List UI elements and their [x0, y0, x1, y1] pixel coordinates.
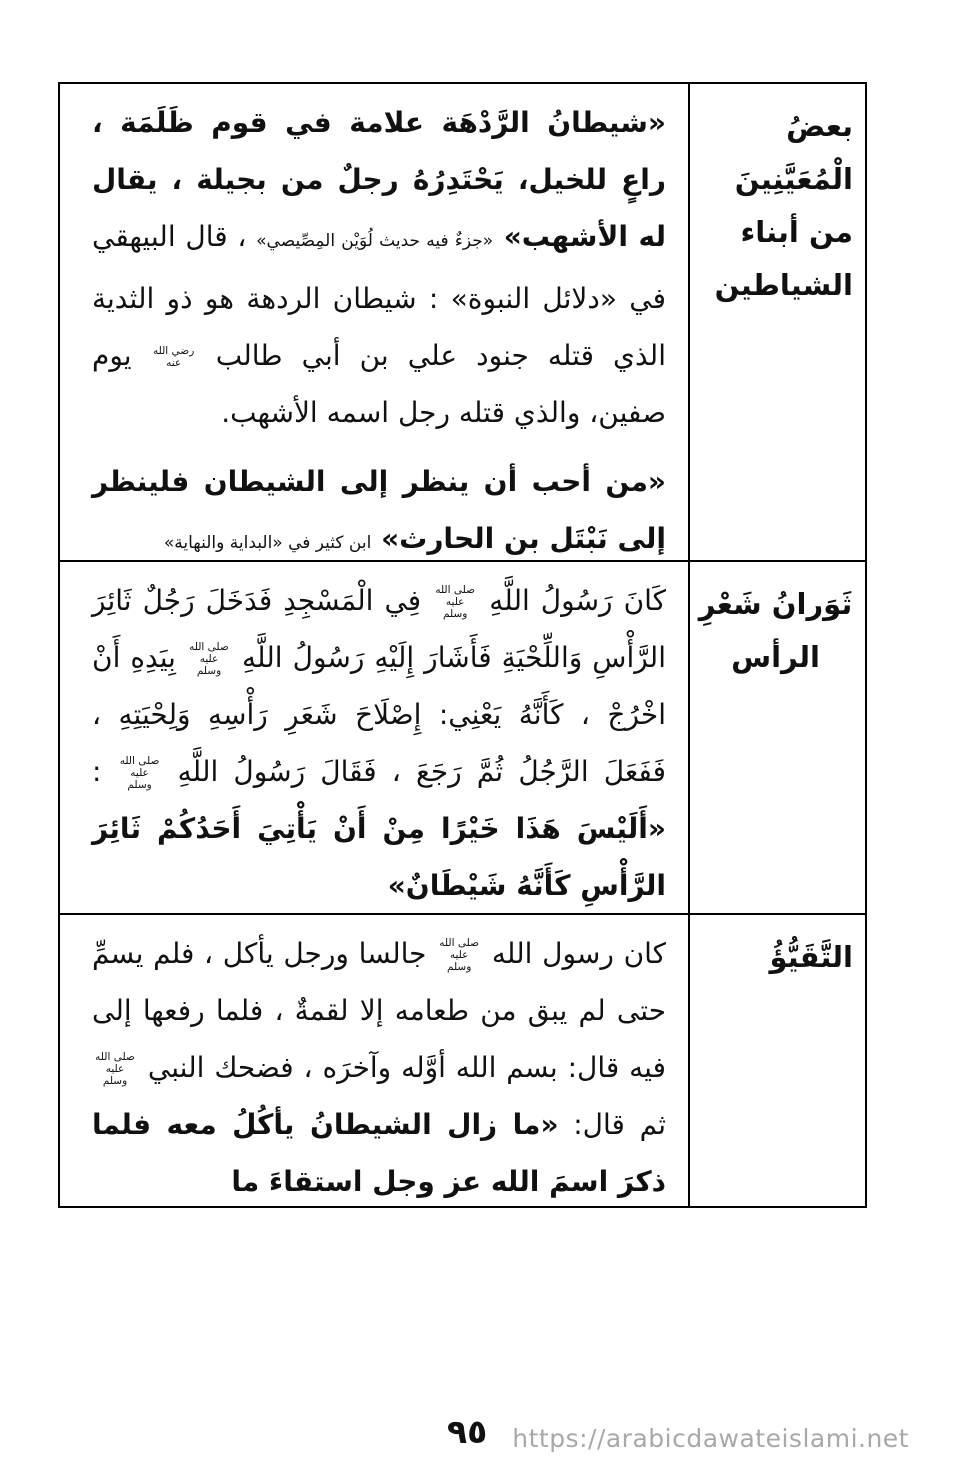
sallallahu-alayhi-wasallam-mark: صلى الله عليه وسلم: [189, 640, 229, 678]
hadith-paragraph: [92, 94, 666, 441]
hadith-quote-text: «شيطانُ الرَّدْهَة علامة في قوم ظَلَمَة ، راعٍ للخيل، يَحْتَدِرُهُ رجلٌ من بجيلة ، يقال له الأشهب»: [92, 106, 666, 253]
topic-header-text: ثَوَرانُ شَعْرِ الرأس: [698, 587, 853, 674]
hadith-quote-text: «ما زال الشيطانُ يأكُلُ معه فلما ذكرَ اسمَ الله عز وجل استقاءَ ما: [92, 1108, 666, 1198]
hadith-narration-text: جالسا ورجل يأكل ، فلم يسمِّ حتى لم يبق من طعامه إلا لقمةٌ ، فلما رفعها إلى فيه قال: بسم الله أوَّله وآخرَه ، فضحك النبي: [92, 937, 666, 1084]
citation-text: ابن كثير في «البداية والنهاية»: [163, 533, 372, 553]
hadith-narration-text: :: [92, 755, 117, 788]
sallallahu-alayhi-wasallam-mark: صلى الله عليه وسلم: [435, 583, 476, 621]
hadith-body-cell: [60, 915, 688, 1206]
topic-header-text: بعضُ الْمُعَيَّنِينَ من أبناء الشياطين: [714, 109, 853, 302]
hadith-narration-text: كَانَ رَسُولُ اللَّهِ: [478, 584, 666, 617]
hadith-quote-text: «من أحب أن ينظر إلى الشيطان فلينظر إلى نَبْتَل بن الحارث»: [92, 465, 666, 555]
sallallahu-alayhi-wasallam-mark: صلى الله عليه وسلم: [439, 936, 479, 974]
hadith-paragraph: [92, 453, 666, 560]
table-row: [60, 560, 865, 913]
hadith-narration-text: ثم قال:: [558, 1108, 666, 1141]
sallallahu-alayhi-wasallam-mark: صلى الله عليه وسلم: [119, 754, 160, 792]
table-row: [60, 84, 865, 560]
table-row: [60, 913, 865, 1206]
hadith-narration-text: بِيَدِهِ أَنْ اخْرُجْ ، كَأَنَّهُ يَعْنِي: إِصْلَاحَ شَعَرِ رَأْسِهِ وَلِحْيَتِهِ ، فَفَعَلَ الرَّجُلُ ثُمَّ رَجَعَ ، فَقَالَ رَسُولُ اللَّهِ: [92, 641, 666, 788]
radiallahu-anhu-mark: رضي الله عنه: [153, 344, 195, 369]
commentary-text: ، قال البيهقي في «دلائل النبوة» : شيطان الردهة هو ذو الثدية الذي قتله جنود علي بن أبي طالب: [92, 220, 666, 372]
citation-text: «جزءٌ فيه حديث لُوَيْن المِصِّيصي»: [256, 231, 494, 251]
hadith-table: [58, 82, 867, 1208]
hadith-body-cell: [60, 84, 688, 560]
topic-header-cell: [688, 562, 865, 913]
commentary-text: يوم صفين، والذي قتله رجل اسمه الأشهب.: [92, 339, 666, 429]
hadith-quote-text: «أَلَيْسَ هَذَا خَيْرًا مِنْ أَنْ يَأْتِيَ أَحَدُكُمْ ثَائِرَ الرَّأْسِ كَأَنَّهُ شَيْطَانٌ»: [92, 812, 666, 902]
hadith-narration-text: كان رسول الله: [482, 937, 666, 970]
hadith-body-cell: [60, 562, 688, 913]
watermark-url: https://arabicdawateislami.net: [512, 1424, 909, 1453]
topic-header-cell: [688, 915, 865, 1206]
page-number: ٩٥: [447, 1412, 488, 1451]
topic-header-cell: [688, 84, 865, 560]
hadith-paragraph: [92, 925, 666, 1206]
sallallahu-alayhi-wasallam-mark: صلى الله عليه وسلم: [95, 1050, 135, 1088]
hadith-narration-text: فِي الْمَسْجِدِ فَدَخَلَ رَجُلٌ ثَائِرَ الرَّأْسِ وَاللِّحْيَةِ فَأَشَارَ إِلَيْهِ رَسُولُ اللَّهِ: [92, 584, 666, 674]
hadith-paragraph: [92, 572, 666, 913]
topic-header-text: التَّقَيُّؤُ: [769, 940, 853, 974]
